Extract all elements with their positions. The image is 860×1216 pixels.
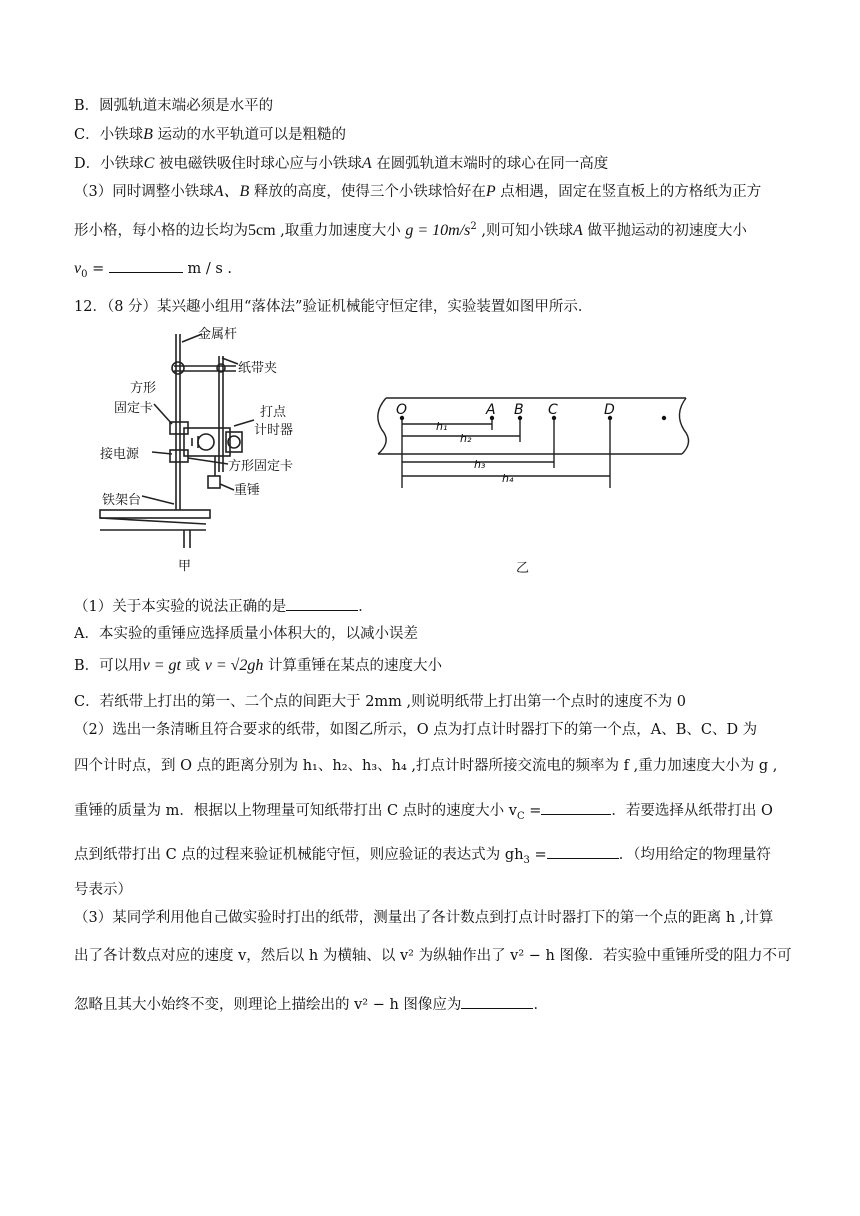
q11-part3-line1: （3）同时调整小铁球A、B 释放的高度，使得三个小铁球恰好在P 点相遇，固定在竖直板上的方格纸为正方 xyxy=(74,183,762,200)
label-power: 接电源 xyxy=(100,447,140,462)
answer-blank-v0[interactable] xyxy=(109,258,183,273)
caption-jia: 甲 xyxy=(178,559,192,574)
label-h4: h₄ xyxy=(502,472,514,485)
q12-option-a: A．本实验的重锤应选择质量小体积大的，以减小误差 xyxy=(74,626,418,642)
q11-part3-line3: $v_0 = m / s$ . xyxy=(74,260,232,280)
q12-option-b: B．可以用v = gt 或 v = √2gh 计算重锤在某点的速度大小 xyxy=(74,657,443,674)
label-tape-clip: 纸带夹 xyxy=(238,361,278,376)
point-e xyxy=(662,416,666,420)
label-metal-rod: 金属杆 xyxy=(198,327,238,342)
label-timer-b: 计时器 xyxy=(254,423,294,438)
answer-blank-vc[interactable] xyxy=(541,800,611,815)
label-square-card-1b: 固定卡 xyxy=(114,401,154,416)
q11-part3-line2: 形小格，每小格的边长均为5cm ,取重力加速度大小 $g = 10m/s^2$ ,则可知小铁球A 做平抛运动的初速度大小 xyxy=(74,221,747,239)
answer-blank-gh3[interactable] xyxy=(547,844,619,859)
label-weight: 重锤 xyxy=(234,483,261,498)
q12-part2-line4: 点到纸带打出 C 点的过程来验证机械能守恒，则应验证的表达式为 $gh_3$ = ．（均用给定的物理量符 xyxy=(74,844,771,871)
q12-part2-line2: 四个计时点，到 O 点的距离分别为 h₁、h₂、h₃、h₄ ,打点计时器所接交流电的频率为 f ,重力加速度大小为 g , xyxy=(74,758,778,774)
q12-part2-line3: 重锤的质量为 m．根据以上物理量可知纸带打出 C 点时的速度大小 $v_C$ = ．若要选择从纸带打出 O xyxy=(74,800,773,827)
label-h1: h₁ xyxy=(436,420,448,433)
caption-yi: 乙 xyxy=(516,561,530,576)
label-point-d: D xyxy=(604,402,615,418)
label-iron-stand: 铁架台 xyxy=(102,493,142,508)
q12-part2-line5: 号表示） xyxy=(74,882,132,898)
q12-part3-line2: 出了各计数点对应的速度 v，然后以 h 为横轴、以 v² 为纵轴作出了 v² − h 图像．若实验中重锤所受的阻力不可 xyxy=(74,948,792,964)
weight-block xyxy=(208,476,220,488)
q12-part3-line3: 忽略且其大小始终不变，则理论上描绘出的 v² − h 图像应为 ． xyxy=(74,994,548,1015)
answer-blank-graph[interactable] xyxy=(461,994,533,1009)
q12-option-c: C．若纸带上打出的第一、二个点的间距大于 2mm ,则说明纸带上打出第一个点时的速度不为 0 xyxy=(74,694,686,710)
answer-blank-q12-1[interactable] xyxy=(286,596,358,611)
label-h2: h₂ xyxy=(460,432,472,445)
option-b: B．圆弧轨道末端必须是水平的 xyxy=(74,98,274,114)
q12-part1: （1）关于本实验的说法正确的是 ． xyxy=(74,596,373,617)
figure-jia-apparatus xyxy=(96,324,296,576)
label-point-a: A xyxy=(486,402,496,418)
label-timer-a: 打点 xyxy=(260,405,287,420)
label-h3: h₃ xyxy=(474,458,486,471)
label-point-c: C xyxy=(548,402,558,418)
option-c: C．小铁球B 运动的水平轨道可以是粗糙的 xyxy=(74,126,346,143)
q12-intro: 12．（8 分）某兴趣小组用“落体法”验证机械能守恒定律，实验装置如图甲所示． xyxy=(74,299,593,315)
option-d: D．小铁球C 被电磁铁吸住时球心应与小铁球A 在圆弧轨道末端时的球心在同一高度 xyxy=(74,155,609,172)
label-square-card-2: 方形固定卡 xyxy=(228,459,294,474)
label-point-o: O xyxy=(396,402,408,418)
q12-part3-line1: （3）某同学利用他自己做实验时打出的纸带，测量出了各计数点到打点计时器打下的第一个点的距离 h ,计算 xyxy=(74,910,774,926)
q12-part2-line1: （2）选出一条清晰且符合要求的纸带，如图乙所示，O 点为打点计时器打下的第一个点，A、B、C、D 为 xyxy=(74,722,758,738)
label-square-card-1a: 方形 xyxy=(130,381,157,396)
label-point-b: B xyxy=(514,402,524,418)
figure-yi-paper-tape xyxy=(364,384,704,578)
